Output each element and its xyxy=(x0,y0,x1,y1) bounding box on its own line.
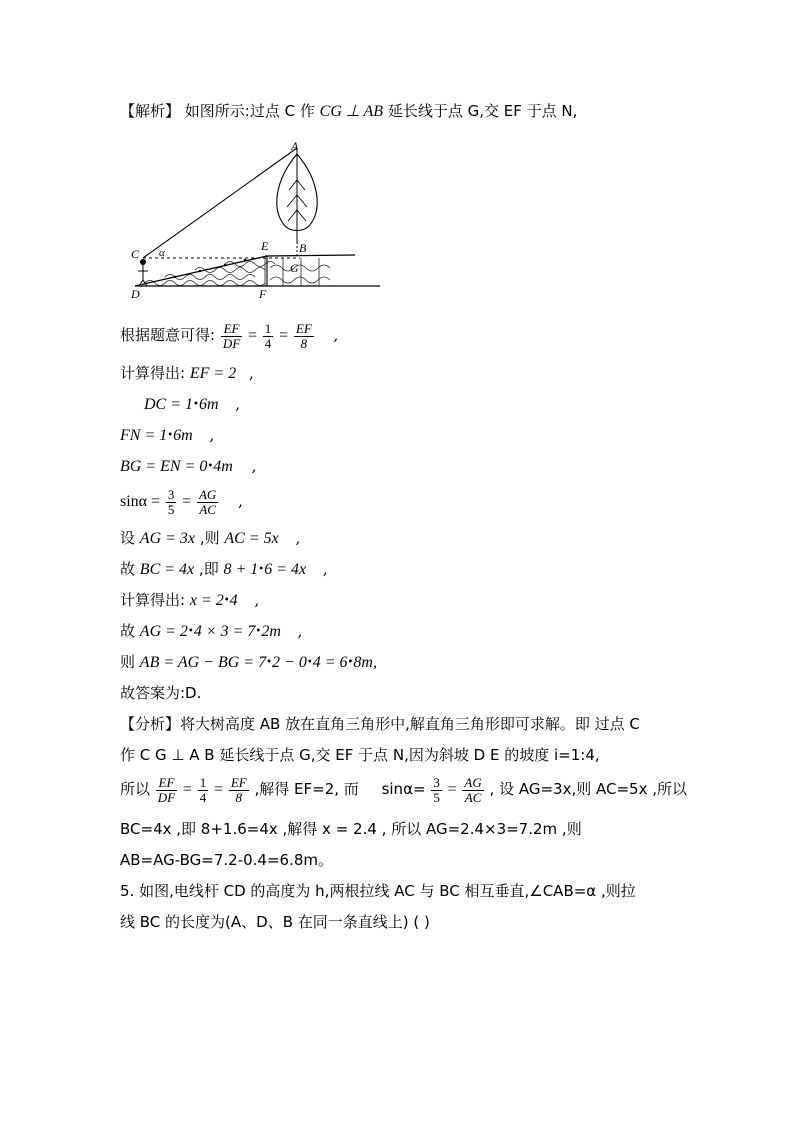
label-B: B xyxy=(299,241,307,255)
fraction: $\frac{3}{5}$ xyxy=(167,487,175,517)
label-alpha: α xyxy=(159,247,165,259)
question-5-line-1: 5. 如图,电线杆 CD 的高度为 h,两根拉线 AC 与 BC 相互垂直,∠CAB=α ,则拉 xyxy=(120,882,636,900)
fraction: $\frac{EF}{8}$ xyxy=(230,775,247,805)
answer-line: 故答案为:D. xyxy=(120,684,202,702)
fenxi-line-2: 作 C G ⊥ A B 延长线于点 G,交 EF 于点 N,因为斜坡 D E 的坡度 i=1:4, xyxy=(120,746,600,764)
fenxi-line-3: 所以 $\frac{EF}{DF}$ = $\frac{1}{4}$ = $\frac{EF}{8}$ ,解得 EF=2, 而 sinα= $\frac{3}{5}$ = $\frac{AG}{AC}$ , 设 AG=3x,则 AC=5x ,所以 xyxy=(120,775,687,805)
fenxi-line-4: BC=4x ,即 8+1.6=4x ,解得 x = 2.4 , 所以 AG=2.4×3=7.2m ,则 xyxy=(120,820,582,838)
perp-expression: CG ⊥ AB xyxy=(319,103,384,120)
analysis-heading xyxy=(120,104,577,120)
label-A: A xyxy=(291,140,299,153)
step-bc: 故 BC = 4x ,即 8 + 1•6 = 4x , xyxy=(120,560,328,578)
fenxi-line-1: 【分析】将大树高度 AB 放在直角三角形中,解直角三角形即可求解。即 过点 C xyxy=(120,715,640,733)
fenxi-label: 【分析】 xyxy=(120,715,181,733)
fraction: $\frac{AG}{AC}$ xyxy=(198,487,217,517)
step-ratio: 根据题意可得: $\frac{EF}{DF}$ = $\frac{1}{4}$ = $\frac{EF}{8}$ , xyxy=(120,321,339,351)
label-E: E xyxy=(261,239,269,253)
fraction: $\frac{1}{4}$ xyxy=(264,321,272,351)
label-F: F xyxy=(259,287,267,301)
question-5-line-2: 线 BC 的长度为(A、D、B 在同一条直线上) ( ) xyxy=(120,913,430,931)
step-fn: FN = 1•6m , xyxy=(120,426,215,444)
step-x: 计算得出: x = 2•4 , xyxy=(120,591,260,609)
step-set: 设 AG = 3x ,则 AC = 5x , xyxy=(120,529,301,547)
fraction: $\frac{EF}{DF}$ xyxy=(222,321,241,351)
step-dc: DC = 1•6m , xyxy=(144,395,241,413)
label-D: D xyxy=(131,287,140,301)
fraction: $\frac{3}{5}$ xyxy=(433,775,440,805)
analysis-intro-tail: 延长线于点 G,交 EF 于点 N, xyxy=(387,102,578,120)
fraction: $\frac{EF}{DF}$ xyxy=(157,775,176,805)
step-ef: 计算得出: EF = 2 , xyxy=(120,364,254,382)
analysis-intro: 如图所示:过点 C 作 xyxy=(184,102,315,120)
fraction: $\frac{AG}{AC}$ xyxy=(464,775,482,805)
step-bg: BG = EN = 0•4m , xyxy=(120,457,257,475)
analysis-label: 【解析】 xyxy=(120,102,181,120)
fraction: $\frac{EF}{8}$ xyxy=(295,321,312,351)
slope-tree-figure xyxy=(125,140,390,305)
label-G: G xyxy=(290,261,299,275)
step-sin: sinα = $\frac{3}{5}$ = $\frac{AG}{AC}$ , xyxy=(120,487,243,517)
step-ratio-prefix: 根据题意可得: xyxy=(120,326,216,345)
step-ag: 故 AG = 2•4 × 3 = 7•2m , xyxy=(120,622,303,640)
fenxi-line-5: AB=AG-BG=7.2-0.4=6.8m。 xyxy=(120,851,333,869)
step-ab: 则 AB = AG − BG = 7•2 − 0•4 = 6•8m, xyxy=(120,653,377,671)
fraction: $\frac{1}{4}$ xyxy=(199,775,207,805)
label-C: C xyxy=(131,247,140,261)
